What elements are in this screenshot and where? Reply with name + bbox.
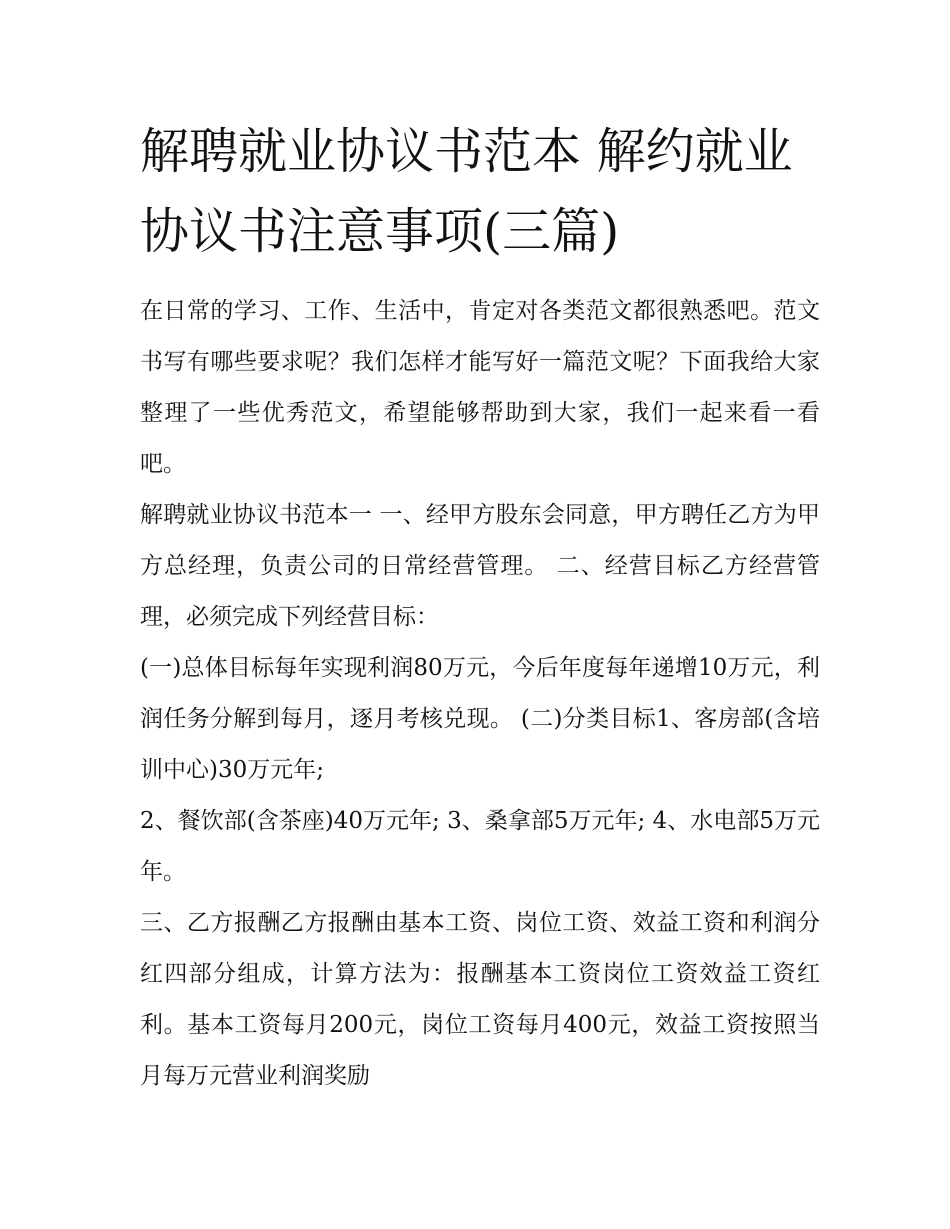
document-page	[140, 112, 820, 1102]
paragraph-appointment: 解聘就业协议书范本一 一、经甲方股东会同意，甲方聘任乙方为甲方总经理，负责公司的日常经营管理。 二、经营目标乙方经营管理，必须完成下列经营目标：	[140, 502, 820, 630]
paragraph-overall-target: (一)总体目标每年实现利润80万元，今后年度每年递增10万元，利润任务分解到每月，逐月考核兑现。 (二)分类目标1、客房部(含培训中心)30万元年;	[140, 655, 820, 783]
paragraph-remuneration: 三、乙方报酬乙方报酬由基本工资、岗位工资、效益工资和利润分红四部分组成，计算方法为：报酬基本工资岗位工资效益工资红利。基本工资每月200元，岗位工资每月400元，效益工资按照当月每万元营业利润奖励	[140, 910, 820, 1089]
intro-paragraph: 在日常的学习、工作、生活中，肯定对各类范文都很熟悉吧。范文书写有哪些要求呢？我们怎样才能写好一篇范文呢？下面我给大家整理了一些优秀范文，希望能够帮助到大家，我们一起来看一看吧。	[140, 298, 820, 477]
paragraph-department-targets: 2、餐饮部(含茶座)40万元年; 3、桑拿部5万元年; 4、水电部5万元年。	[140, 808, 820, 885]
document-title: 解聘就业协议书范本 解约就业协议书注意事项(三篇)	[140, 123, 793, 260]
